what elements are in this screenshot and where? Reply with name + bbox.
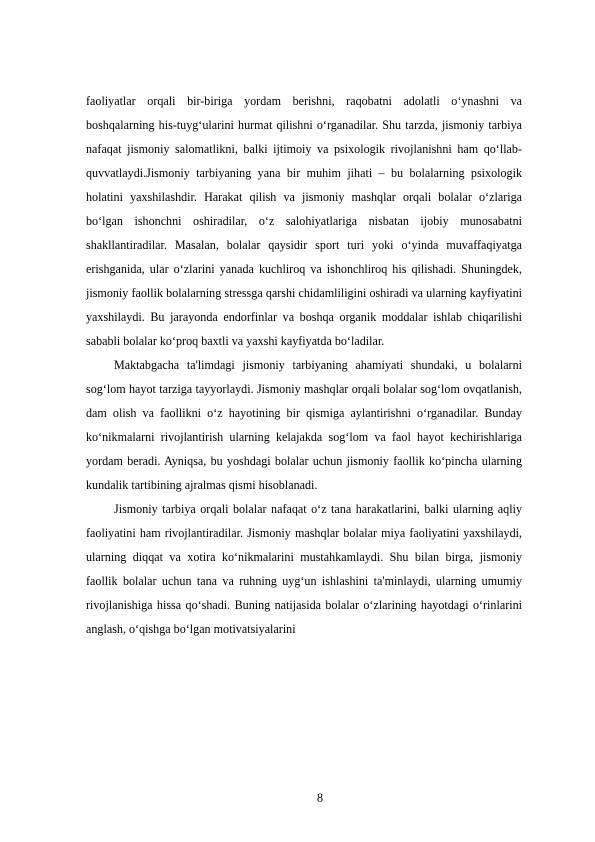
paragraph-2: Maktabgacha ta'limdagi jismoniy tarbiyaning ahamiyati shundaki, u bolalarni sog‘lom hayot tarziga tayyorlaydi. Jismoniy mashqlar orqali bolalar sog‘lom ovqatlanish, dam olish va faollikni o‘z hayotining bir qismiga aylantirishni o‘rganadilar. Bunday ko‘nikmalarni rivojlantirish ularning kelajakda sog‘lom va faol hayot kechirishlariga yordam beradi. Ayniqsa, bu yoshdagi bolalar uchun jismoniy faollik ko‘pincha ularning kundalik tartibining ajralmas qismi hisoblanadi. bbox=[86, 358, 522, 492]
paragraph-3: Jismoniy tarbiya orqali bolalar nafaqat o‘z tana harakatlarini, balki ularning aqliy faoliyatini ham rivojlantiradilar. Jismoniy mashqlar bolalar miya faoliyatini yaxshilaydi, ularning diqqat va xotira ko‘nikmalarini mustahkamlaydi. Shu bilan birga, jismoniy faollik bolalar uchun tana va ruhning uyg‘un ishlashini ta'minlaydi, ularning umumiy rivojlanishiga hissa qo‘shadi. Buning natijasida bolalar o‘zlarining hayotdagi o‘rinlarini anglash, o‘qishga bo‘lgan motivatsiyalarini bbox=[86, 502, 522, 636]
page-number: 8 bbox=[316, 791, 324, 805]
paragraph-1: faoliyatlar orqali bir-biriga yordam berishni, raqobatni adolatli o‘ynashni va boshqalarning his-tuyg‘ularini hurmat qilishni o‘rganadilar. Shu tarzda, jismoniy tarbiya nafaqat jismoniy salomatlikni, balki ijtimoiy va psixologik rivojlanishni ham qo‘llab-quvvatlaydi.Jismoniy tarbiyaning yana bir muhim jihati – bu bolalarning psixologik holatini yaxshilashdir. Harakat qilish va jismoniy mashqlar orqali bolalar o‘zlariga bo‘lgan ishonchni oshiradilar, o‘z salohiyatlariga nisbatan ijobiy munosabatni shakllantiradilar. Masalan, bolalar qaysidir sport turi yoki o‘yinda muvaffaqiyatga erishganida, ular o‘zlarini yanada kuchliroq va ishonchliroq his qilishadi. Shuningdek, jismoniy faollik bolalarning stressga qarshi chidamliligini oshiradi va ularning kayfiyatini yaxshilaydi. Bu jarayonda endorfinlar va boshqa organik moddalar ishlab chiqarilishi sababli bolalar ko‘proq baxtli va yaxshi kayfiyatda bo‘ladilar. bbox=[86, 94, 522, 348]
page-body bbox=[86, 89, 522, 641]
